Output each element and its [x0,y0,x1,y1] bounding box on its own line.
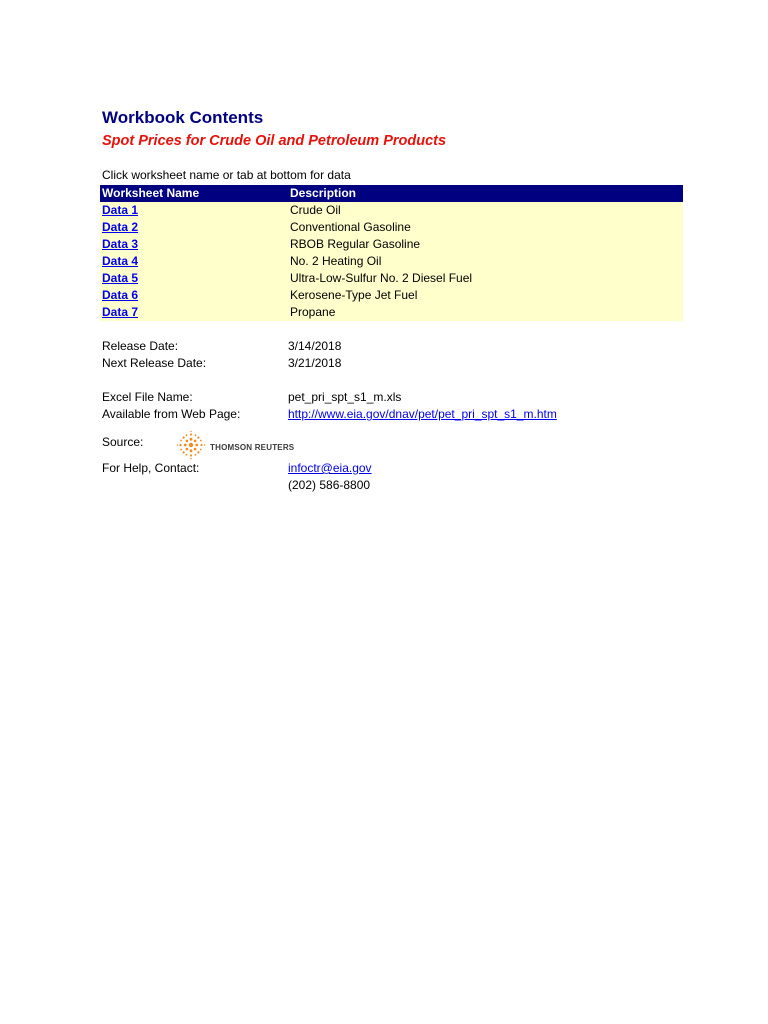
source-label: Source: [102,435,144,449]
worksheet-link-data-2[interactable]: Data 2 [102,220,139,234]
worksheet-name-cell [100,236,288,253]
worksheet-link-data-1[interactable]: Data 1 [102,203,139,217]
next-release-date-value: 3/21/2018 [288,356,342,370]
release-date-label: Release Date: [102,339,179,353]
help-phone: (202) 586-8800 [288,478,371,492]
page-title: Workbook Contents [102,108,264,127]
worksheet-description: No. 2 Heating Oil [288,253,683,270]
worksheet-link-data-4[interactable]: Data 4 [102,254,139,268]
help-contact-label: For Help, Contact: [102,461,200,475]
thomson-reuters-logo-icon [176,430,206,465]
next-release-date-label: Next Release Date: [102,356,207,370]
worksheet-description: Conventional Gasoline [288,219,683,236]
table-row [100,202,683,219]
worksheet-name-cell [100,202,288,219]
file-name-value: pet_pri_spt_s1_m.xls [288,390,402,404]
file-name-label: Excel File Name: [102,390,193,404]
table-row [100,236,683,253]
page-subtitle: Spot Prices for Crude Oil and Petroleum Products [102,133,447,149]
worksheet-link-data-3[interactable]: Data 3 [102,237,139,251]
table-row [100,270,683,287]
table-header-row [100,185,683,202]
worksheet-description: Kerosene-Type Jet Fuel [288,287,683,304]
worksheet-name-cell [100,270,288,287]
worksheet-name-cell [100,304,288,321]
column-header-description: Description [288,185,683,202]
worksheet-table [100,185,683,321]
worksheet-name-cell [100,287,288,304]
table-row [100,253,683,270]
worksheet-description: Crude Oil [288,202,683,219]
worksheet-description: Propane [288,304,683,321]
worksheet-link-data-6[interactable]: Data 6 [102,288,139,302]
worksheet-link-data-7[interactable]: Data 7 [102,305,139,319]
worksheet-link-data-5[interactable]: Data 5 [102,271,139,285]
table-row [100,287,683,304]
help-email-link[interactable]: infoctr@eia.gov [288,461,372,475]
release-date-value: 3/14/2018 [288,339,342,353]
web-page-link[interactable]: http://www.eia.gov/dnav/pet/pet_pri_spt_s1_m.htm [288,407,557,421]
worksheet-name-cell [100,219,288,236]
web-page-label: Available from Web Page: [102,407,241,421]
instruction-text: Click worksheet name or tab at bottom for data [102,168,351,182]
worksheet-name-cell [100,253,288,270]
column-header-worksheet-name: Worksheet Name [100,185,288,202]
table-row [100,219,683,236]
thomson-reuters-logo [176,430,294,465]
worksheet-description: Ultra-Low-Sulfur No. 2 Diesel Fuel [288,270,683,287]
worksheet-description: RBOB Regular Gasoline [288,236,683,253]
table-row [100,304,683,321]
thomson-reuters-logo-text: THOMSON REUTERS [210,443,295,452]
